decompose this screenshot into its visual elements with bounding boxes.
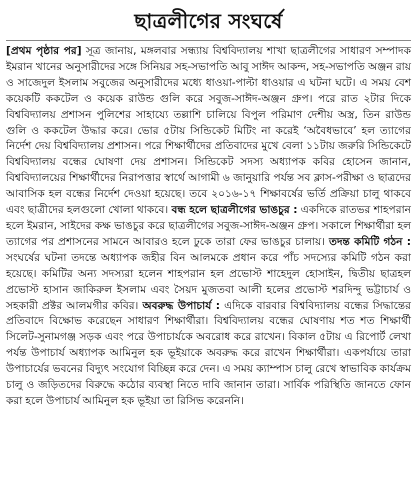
paragraph-3: সংঘর্ষের ঘটনা তদন্তে অধ্যাপক জহীর বিন আলমকে প্রধান করে পাঁচ সদস্যের কমিটি গঠন করা হয়েছে। কমিটির অন্য সদস্যরা হলেন শাহপরান হল প্রভোস্ট শাহেদুল হোসাইন, দ্বিতীয় ছাত্রহল প্রভোস্ট হাসান জাকিরুল ইসলাম এবং সৈয়দ মুজতবা আলী হলের প্রভোস্ট শরদিন্দু ভট্টাচার্য ও সহকারী প্রক্টর আলমগীর কবির। [6, 251, 411, 312]
subheading-blockade: অবরুদ্ধ উপাচার্য : [142, 299, 221, 312]
paragraph-2: একদিকে রাতভর শাহপরান হলে ইমরান, সাইদের কক্ষ ভাঙচুর করে ছাত্রলীগের সবুজ-সাঈদ-অঞ্জন গ্রুপ। সকালে শিক্ষার্থীরা হল ত্যাগের পর প্রশাসনের সামনে আবারও হলে ঢুকে তারা ফের ভাঙচুর চালায়। [6, 204, 411, 248]
headline-divider [6, 40, 411, 41]
article-text [6, 44, 411, 410]
continued-from-label: [প্রথম পৃষ্ঠার পর] [6, 45, 82, 57]
paragraph-1: সূত্র জানায়, মঙ্গলবার সন্ধ্যায় বিশ্ববিদ্যালয় শাখা ছাত্রলীগের সাধারণ সম্পাদক ইমরান খানের অনুসারীদের সঙ্গে সিনিয়র সহ-সভাপতি আবু সাঈদ আকন্দ, সহ-সভাপতি অঞ্জন রায় ও সাজেদুল ইসলাম সবুজের অনুসারীদের মধ্যে ধাওয়া-পাল্টা ধাওয়ার এ ঘটনা ঘটে। এ সময় বেশ কয়েকটি ককটেল ও কয়েক রাউন্ড গুলি করে সবুজ-সাঈদ-অঞ্জন গ্রুপ। পরে রাত ২টার দিকে বিশ্ববিদ্যালয় প্রশাসন পুলিশের সাহায্যে তল্লাশি চালিয়ে বিপুল পরিমাণ দেশীয় অস্ত্র, তিন রাউন্ড গুলি ও ককটেল উদ্ধার করে। ভোর ৫টায় সিন্ডিকেট মিটিং না করেই ‘অবৈধভাবে’ হল ত্যাগের নির্দেশ দেয় বিশ্ববিদ্যালয় প্রশাসন। পরে শিক্ষার্থীদের প্রতিবাদের মুখে বেলা ১১টায় জরুরি সিন্ডিকেটে বিশ্ববিদ্যালয় বন্ধের ঘোষণা দেয় প্রশাসন। সিন্ডিকেট সদস্য অধ্যাপক কবির হোসেন জানান, বিশ্ববিদ্যালয়ের শিক্ষার্থীদের নিরাপত্তার স্বার্থে আগামী ৬ জানুয়ারি পর্যন্ত সব ক্লাস-পরীক্ষা ও ছাত্রদের আবাসিক হল বন্ধের নির্দেশ দেওয়া হয়েছে। তবে ২০১৬-১৭ শিক্ষাবর্ষের ভর্তি প্রক্রিয়া চালু থাকবে এবং ছাত্রীদের হলগুলো খোলা থাকবে। [6, 45, 411, 217]
headline: ছাত্রলীগের সংঘর্ষে [134, 8, 283, 33]
subheading-vandalism: বন্ধ হলে ছাত্রলীগের ভাঙচুর : [171, 204, 298, 217]
paragraph-4: এদিকে বারবার বিশ্ববিদ্যালয় বন্ধের সিদ্ধান্তের প্রতিবাদে বিক্ষোভ করেছেন সাধারণ শিক্ষার্থীরা। বিশ্ববিদ্যালয় বন্ধের ঘোষণায় শত শত শিক্ষার্থী সিলেট-সুনামগঞ্জ সড়ক এবং পরে উপাচার্যকে অবরোধ করে রাখেন। বিকাল ৫টায় এ রিপোর্ট লেখা পর্যন্ত উপাচার্য অধ্যাপক আমিনুল হক ভূইয়াকে অবরুদ্ধ করে রাখেন শিক্ষার্থীরা। একপর্যায়ে তারা উপাচার্যের ভবনের বিদ্যুৎ সংযোগ বিচ্ছিন্ন করে দেন। এ সময় ক্যাম্পাস চালু রেখে স্বাভাবিক কার্যক্রম চালু ও জড়িতদের বিরুদ্ধে কঠোর ব্যবস্থা নিতে দাবি জানান তারা। সার্বিক পরিস্থিতি জানতে ফোন করা হলে উপাচার্য আমিনুল হক ভূইয়া তা রিসিভ করেননি। [6, 299, 411, 407]
subheading-committee: তদন্ত কমিটি গঠন : [329, 235, 411, 248]
article-body [6, 44, 411, 410]
